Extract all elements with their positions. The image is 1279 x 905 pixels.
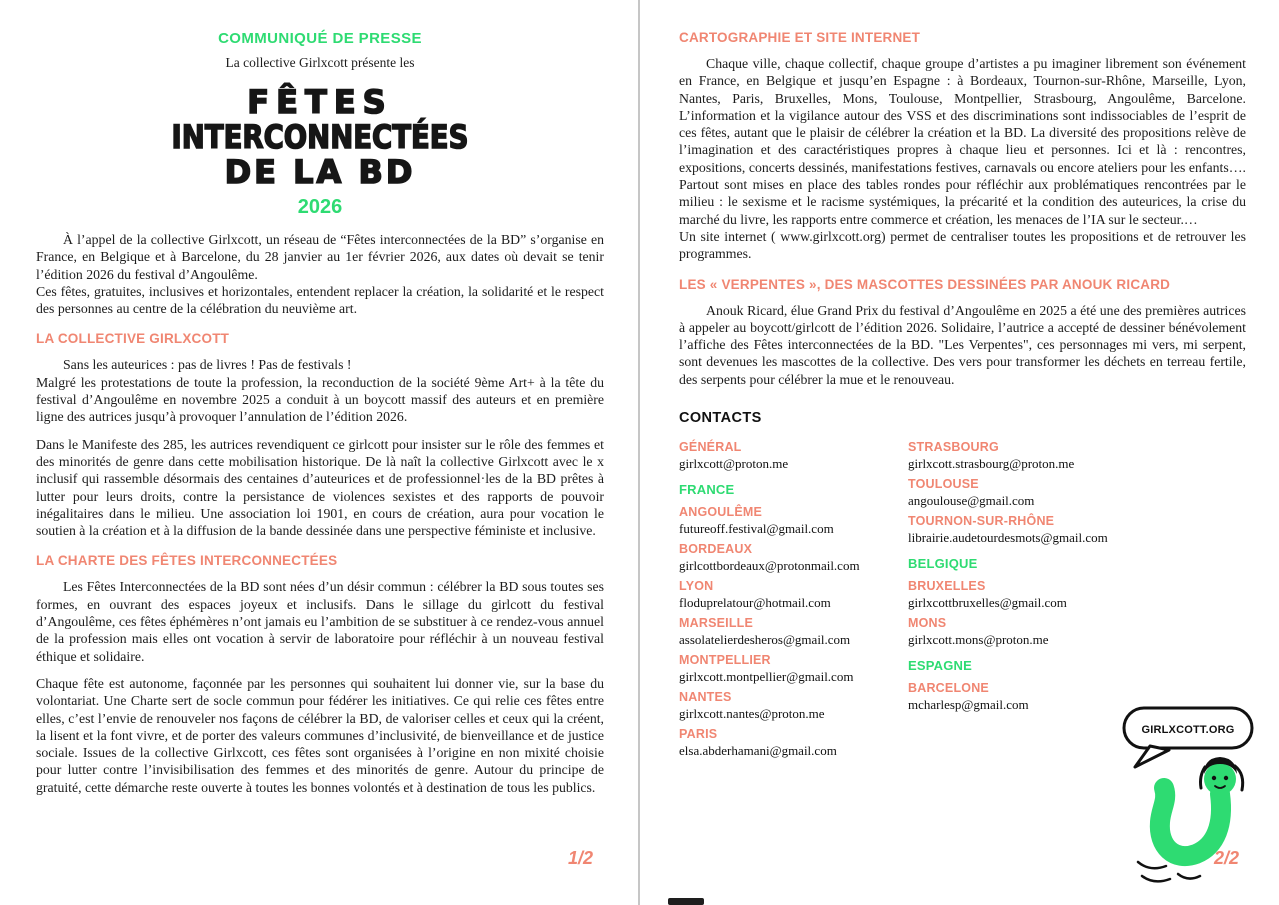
contact-entry-tournon — [908, 514, 1137, 546]
contact-email: girlxcott.nantes@proton.me — [679, 706, 825, 722]
cartographie-block — [679, 55, 1246, 263]
contact-entry-paris — [679, 727, 908, 759]
page-number-1: 1/2 — [568, 848, 594, 868]
contact-email: girlcottbordeaux@protonmail.com — [679, 558, 860, 574]
contact-label: MARSEILLE — [679, 616, 754, 631]
contact-entry-toulouse — [908, 477, 1137, 509]
worm-serpent-icon — [1160, 757, 1243, 856]
title-line-3: DE LA BD — [224, 153, 416, 191]
country-header-belgique: BELGIQUE — [908, 556, 978, 572]
body-paragraph: Sans les auteurices : pas de livres ! Pas de festivals ! — [63, 357, 352, 373]
verpentes-block — [679, 302, 1246, 388]
intro-paragraph-1: À l’appel de la collective Girlxcott, un réseau de “Fêtes interconnectées de la BD” s’organise en France, en Belgique et à Barcelone, du 28 janvier au 1er février 2026, aux dates où devait se tenir l’édition 2026 du festival d’Angoulême. — [36, 232, 604, 282]
press-release-kicker: COMMUNIQUÉ DE PRESSE — [218, 30, 422, 47]
collective-block-2 — [36, 436, 604, 540]
section-title-verpentes: LES « VERPENTES », DES MASCOTTES DESSINÉES PAR ANOUK RICARD — [679, 276, 1171, 292]
contact-label: MONTPELLIER — [679, 653, 771, 668]
contact-email: assolatelierdesheros@gmail.com — [679, 632, 851, 648]
contact-entry-bruxelles — [908, 579, 1137, 611]
contact-entry-general — [679, 440, 908, 472]
contact-email: girlxcott.strasbourg@proton.me — [908, 456, 1075, 472]
presented-by-line: La collective Girlxcott présente les — [225, 55, 415, 70]
body-paragraph: Chaque ville, chaque collectif, chaque groupe d’artistes a pu imaginer librement son événement en France, en Belgique et jusqu’en Espagne : à Bordeaux, Tournon-sur-Rhône, Marseille, Lyon, Nantes, Paris, Bruxelles, Mons, Toulouse, Montpellier, Strasbourg, Angoulême, Barcelone. L’information et la vigilance autour des VSS et des discriminations sont indissociables de l’esprit de ces fêtes, autant que le plaisir de célébrer la création et la BD. La diversité des propositions relève de l’imagination et des caractéristiques propres à chaque lieu et personnes. Ici et là : rencontres, expositions, concerts dessinés, manifestations festives, carnavals ou encore ateliers pour les enfants…. Partout sont mises en place des tables rondes pour réfléchir aux problématiques rencontrées par le milieu : le sexisme et le racisme systémiques, la précarité et la condition des auteurices, la crise du marché du livre, les rapports entre commerce et création, les menaces de l’IA sur le secteur.… — [679, 56, 1246, 227]
contact-label: PARIS — [679, 727, 718, 742]
body-paragraph: Un site internet ( www.girlxcott.org) permet de centraliser toutes les propositions et de retrouver les programmes. — [679, 228, 1246, 262]
contact-email: futureoff.festival@gmail.com — [679, 521, 834, 537]
contact-email: floduprelatour@hotmail.com — [679, 595, 831, 611]
section-title-collective: LA COLLECTIVE GIRLXCOTT — [36, 331, 230, 347]
contact-label: TOURNON-SUR-RHÔNE — [908, 514, 1055, 529]
body-paragraph: Chaque fête est autonome, façonnée par les personnes qui souhaitent lui donner vie, sur la base du volontariat. Une Charte sert de socle commun pour fédérer les initiatives. Ce qui relie ces fêtes entre elles, c’est l’envie de renouveler nos façons de célébrer la BD, de valoriser celles et ceux qui la créent, la lisent et la font vivre, et de porter des valeurs communes d’inclusivité, de bienveillance et de justice sociale. Issues de la collective Girlxcott, ces fêtes sont organisées à l’origine en non mixité choisie pour lutter contre l’invisibilisation des femmes et des minorités de genre. Autour du principe de gratuité, cette démarche reste ouverte à toutes les bonnes volontés et à destination de tous les publics. — [36, 675, 604, 795]
contacts-heading: CONTACTS — [679, 410, 762, 427]
contact-email: angoulouse@gmail.com — [908, 493, 1035, 509]
country-header-france: FRANCE — [679, 482, 735, 498]
intro-block — [36, 231, 604, 317]
speech-bubble — [1124, 708, 1252, 767]
contact-label: STRASBOURG — [908, 440, 999, 455]
title-line-1: FÊTES — [247, 83, 393, 121]
contact-email: girlxcott@proton.me — [679, 456, 789, 472]
country-header-espagne: ESPAGNE — [908, 658, 973, 674]
document-title — [36, 85, 604, 190]
contact-email: elsa.abderhamani@gmail.com — [679, 743, 837, 759]
page-1 — [0, 0, 638, 905]
contact-label: LYON — [679, 579, 714, 594]
section-title-cartographie: CARTOGRAPHIE ET SITE INTERNET — [679, 30, 921, 45]
section-title-charte: LA CHARTE DES FÊTES INTERCONNECTÉES — [36, 553, 338, 569]
collective-block-1 — [36, 356, 604, 425]
contact-label: TOULOUSE — [908, 477, 979, 492]
page-edge-artifact — [668, 898, 704, 905]
title-line-2: INTERCONNECTÉES — [171, 118, 469, 156]
contact-label: ANGOULÊME — [679, 505, 763, 520]
page-number-2: 2/2 — [1214, 848, 1240, 868]
contacts-column-1 — [679, 440, 908, 764]
contact-label: BARCELONE — [908, 681, 989, 696]
charte-block-2 — [36, 675, 604, 796]
intro-paragraph-2: Ces fêtes, gratuites, inclusives et horizontales, entendent replacer la création, la solidarité et le respect des personnes au centre de la célébration du neuvième art. — [36, 283, 604, 317]
contact-entry-lyon — [679, 579, 908, 611]
contact-entry-strasbourg — [908, 440, 1137, 472]
body-paragraph: Anouk Ricard, élue Grand Prix du festival d’Angoulême en 2025 a été une des premières autrices à appeler au boycott/girlcott de l’édition 2026. Solidaire, l’autrice a accepté de dessiner bénévolement l’affiche des Fêtes interconnectées de la BD. "Les Verpentes", ces personnages mi vers, mi serpent, sont devenues les mascottes de la collective. Des vers pour transformer les déchets en terreau fertile, des serpents pour célébrer la mue et le renouveau. — [679, 302, 1246, 387]
event-year: 2026 — [297, 196, 343, 218]
contact-email: girlxcott.montpellier@gmail.com — [679, 669, 854, 685]
charte-block-1 — [36, 578, 604, 664]
mascot-bubble-text: GIRLXCOTT.ORG — [1141, 724, 1235, 736]
contact-email: girlxcottbruxelles@gmail.com — [908, 595, 1067, 611]
contacts-column-2 — [908, 440, 1137, 764]
contact-entry-mons — [908, 616, 1137, 648]
body-paragraph: Les Fêtes Interconnectées de la BD sont nées d’un désir commun : célébrer la BD sous toutes ses formes, en ouvrant des espaces joyeux et inclusifs. Dans le sillage du girlcott du festival d’Angoulême, ces fêtes éphémères n’ont jamais eu l’ambition de se substituer à ce rendez-vous annuel de la profession mais elles ont vocation à servir de laboratoire pour réfléchir à un nouveau festival éthique et solidaire. — [36, 579, 604, 664]
body-paragraph: Dans le Manifeste des 285, les autrices revendiquent ce girlcott pour insister sur le rôle des femmes et des minorités de genre dans cette mobilisation historique. De là naît la collective Girlxcott avec le x inclusif qui rassemble désormais des centaines d’auteurices et de professionnel·les de la BD prêtes à lutter pour leurs droits, contre la persistance de violences sexistes et des rapports de pouvoir inégalitaires dans le milieu. Une association loi 1901, en cours de création, aura pour vocation le soutien à la création et à la diffusion de la bande dessinée dans une perspective féministe et inclusive. — [36, 436, 604, 539]
contact-entry-marseille — [679, 616, 908, 648]
contact-entry-nantes — [679, 690, 908, 722]
contact-entry-bordeaux — [679, 542, 908, 574]
contact-entry-montpellier — [679, 653, 908, 685]
body-paragraph: Malgré les protestations de toute la profession, la reconduction de la société 9ème Art+ à la tête du festival d’Angoulême en novembre 2025 a conduit à un boycott massif des auteurs et en première ligne des autrices jusqu’à provoquer l’annulation de l’édition 2026. — [36, 374, 604, 425]
contact-label: BRUXELLES — [908, 579, 986, 594]
contact-label: MONS — [908, 616, 947, 631]
contact-email: librairie.audetourdesmots@gmail.com — [908, 530, 1108, 546]
verpente-mascot-illustration — [1120, 704, 1272, 892]
contact-label: BORDEAUX — [679, 542, 753, 557]
contact-label: GÉNÉRAL — [679, 440, 742, 455]
contact-entry-angouleme — [679, 505, 908, 537]
contact-label: NANTES — [679, 690, 732, 705]
contact-email: girlxcott.mons@proton.me — [908, 632, 1049, 648]
contact-entry-barcelone — [908, 681, 1137, 713]
contact-email: mcharlesp@gmail.com — [908, 697, 1029, 713]
